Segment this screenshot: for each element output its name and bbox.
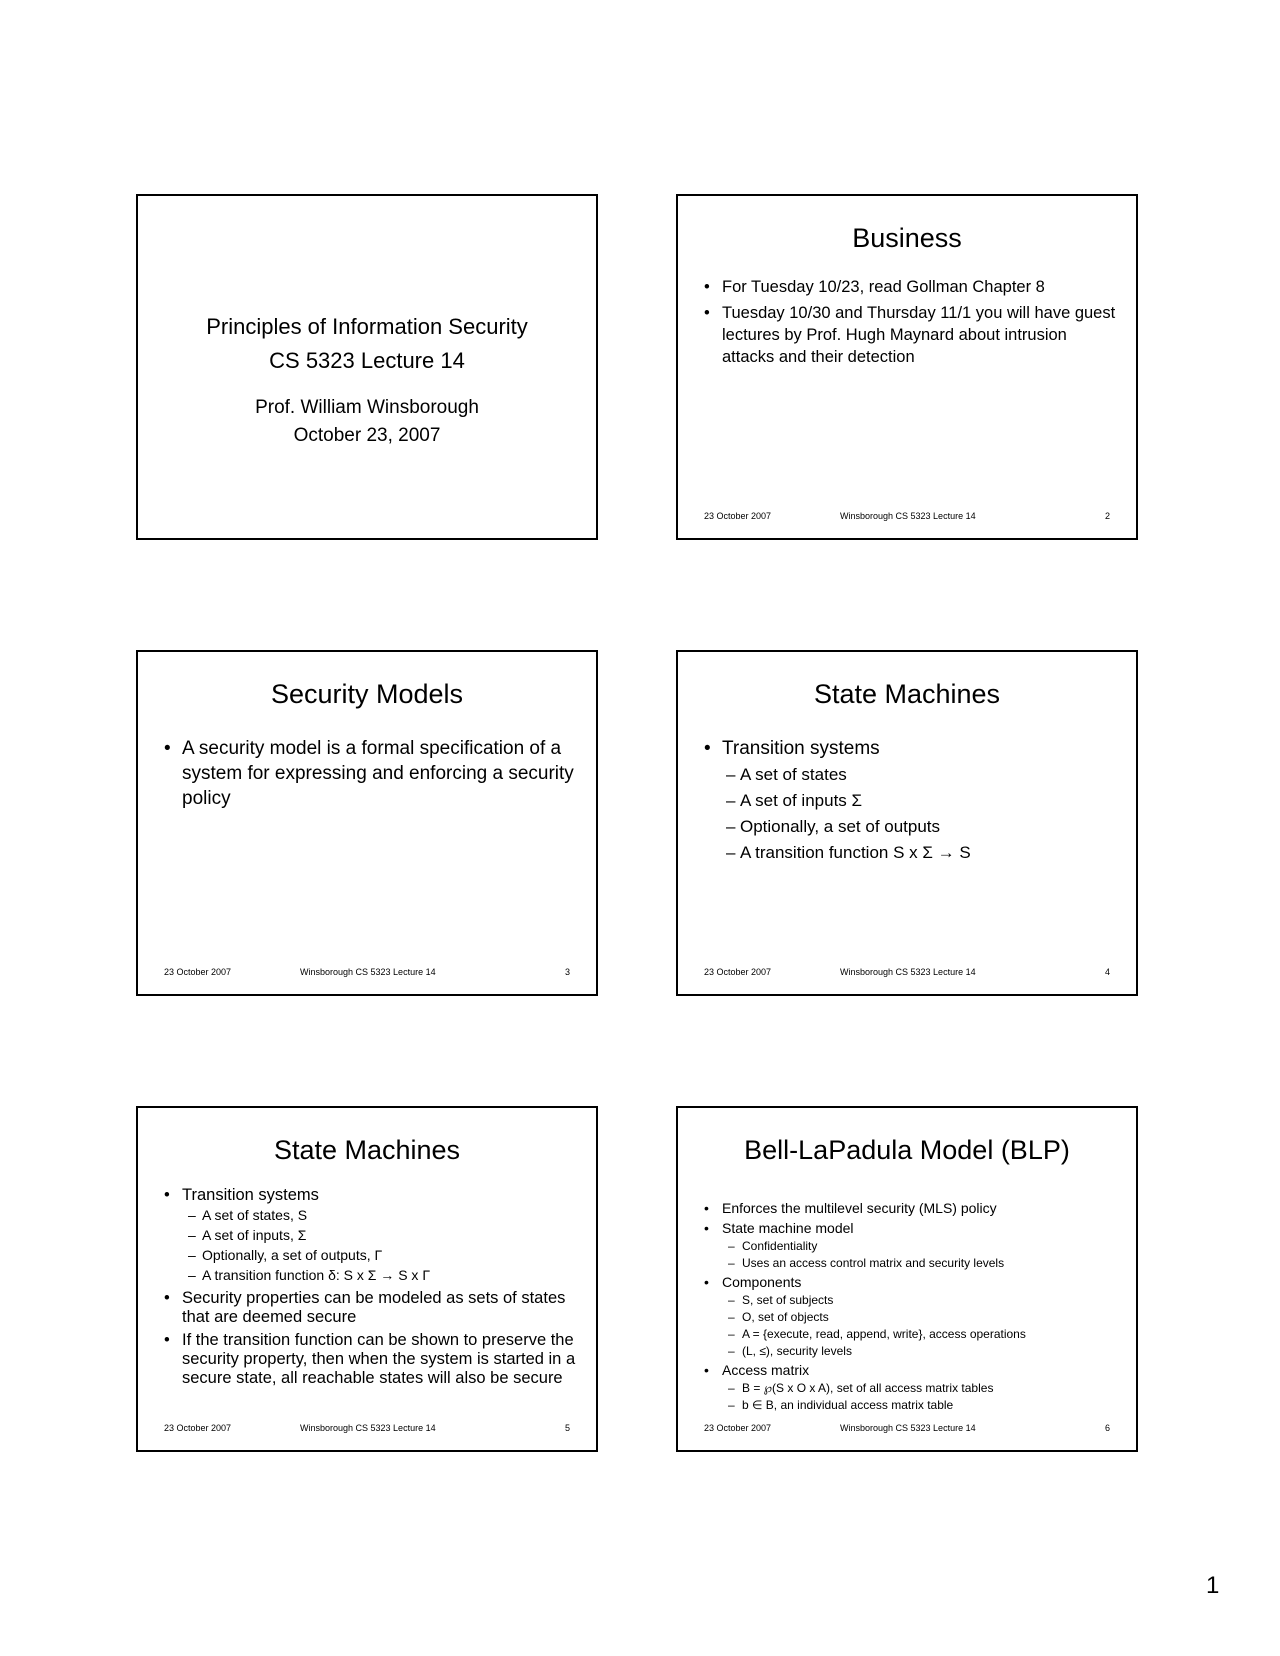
sub-bullet-item: – Optionally, a set of outputs (726, 814, 1116, 840)
slide-number: 6 (1104, 1423, 1110, 1433)
bullet-item: • A security model is a formal specification of a system for expressing and enforcing a security policy (164, 736, 576, 811)
slide-footer (164, 966, 570, 978)
footer-date: 23 October 2007 (704, 967, 772, 977)
lecture-number: CS 5323 Lecture 14 (269, 348, 465, 373)
sub-bullet-list (728, 1238, 1116, 1272)
slide-footer (164, 1422, 570, 1434)
bullet-list (704, 276, 1116, 372)
bullet-item (704, 736, 1116, 866)
footer-date: 23 October 2007 (164, 967, 232, 977)
bullet-item (164, 1186, 576, 1285)
bullet-item: • Enforces the multilevel security (MLS) policy (704, 1198, 1116, 1218)
bullet-item (704, 1360, 1116, 1414)
sub-bullet-item: – b ∈ B, an individual access matrix table (728, 1397, 1116, 1414)
slide-footer (704, 966, 1110, 978)
sub-bullet-item: – Confidentiality (728, 1238, 1116, 1255)
page-number: 1 (1206, 1572, 1220, 1599)
sub-bullet-item: – A = {execute, read, append, write}, access operations (728, 1326, 1116, 1343)
instructor-name: Prof. William Winsborough (255, 397, 479, 418)
bullet-item (704, 1218, 1116, 1272)
footer-course: Winsborough CS 5323 Lecture 14 (300, 967, 436, 977)
slide-4 (676, 650, 1138, 996)
slide-2 (676, 194, 1138, 540)
footer-course: Winsborough CS 5323 Lecture 14 (840, 511, 976, 521)
sub-bullet-item: – Optionally, a set of outputs, Γ (188, 1245, 576, 1265)
footer-course: Winsborough CS 5323 Lecture 14 (840, 967, 976, 977)
slide-title: State Machines (273, 1135, 461, 1165)
bullet-item: • For Tuesday 10/23, read Gollman Chapter 8 (704, 276, 1116, 298)
sub-bullet-item: – A set of states, S (188, 1205, 576, 1225)
slide-3 (136, 650, 598, 996)
sub-bullet-item: – A set of states (726, 762, 1116, 788)
sub-bullet-item: – S, set of subjects (728, 1292, 1116, 1309)
sub-bullet-item: – (L, ≤), security levels (728, 1343, 1116, 1360)
sub-bullet-list (728, 1292, 1116, 1360)
slide-title: State Machines (813, 679, 1001, 709)
course-title: Principles of Information Security (206, 314, 528, 339)
sub-bullet-item: – A set of inputs, Σ (188, 1225, 576, 1245)
bullet-list (704, 736, 1116, 866)
sub-bullet-list (726, 762, 1116, 866)
slide-footer (704, 510, 1110, 522)
footer-course: Winsborough CS 5323 Lecture 14 (840, 1423, 976, 1433)
lecture-date: October 23, 2007 (293, 425, 441, 446)
bullet-list (704, 1198, 1116, 1414)
slide-title: Security Models (270, 679, 464, 709)
slide-1 (136, 194, 598, 540)
bullet-text: Components (722, 1274, 802, 1290)
footer-course: Winsborough CS 5323 Lecture 14 (300, 1423, 436, 1433)
slide-number: 3 (564, 967, 570, 977)
sub-bullet-item: – A set of inputs Σ (726, 788, 1116, 814)
bullet-item: • If the transition function can be shown to preserve the security property, then when the system is started in a secure state, all reachable states will also be secure (164, 1331, 576, 1388)
bullet-item (704, 1272, 1116, 1360)
slide-title: Bell-LaPadula Model (BLP) (744, 1135, 1070, 1165)
slide-footer (704, 1422, 1110, 1434)
sub-bullet-item: – A transition function δ: S x Σ → S x Γ (188, 1265, 576, 1285)
bullet-list (164, 736, 576, 811)
footer-date: 23 October 2007 (164, 1423, 232, 1433)
bullet-text: State machine model (722, 1220, 854, 1236)
slide-number: 5 (564, 1423, 570, 1433)
sub-bullet-item: – B = ℘(S x O x A), set of all access matrix tables (728, 1380, 1116, 1397)
sub-bullet-list (728, 1380, 1116, 1414)
sub-bullet-list (188, 1205, 576, 1285)
bullet-list (164, 1186, 576, 1392)
footer-date: 23 October 2007 (704, 511, 772, 521)
slide-number: 2 (1104, 511, 1110, 521)
bullet-item: • Security properties can be modeled as sets of states that are deemed secure (164, 1289, 576, 1327)
slide-number: 4 (1104, 967, 1110, 977)
slide-title: Business (852, 223, 962, 253)
footer-date: 23 October 2007 (704, 1423, 772, 1433)
bullet-text: Access matrix (722, 1362, 810, 1378)
slide-5 (136, 1106, 598, 1452)
slide-6 (676, 1106, 1138, 1452)
bullet-text: Transition systems (722, 738, 880, 759)
bullet-item: • Tuesday 10/30 and Thursday 11/1 you will have guest lectures by Prof. Hugh Maynard about intrusion attacks and their detection (704, 302, 1116, 368)
sub-bullet-item: – Uses an access control matrix and security levels (728, 1255, 1116, 1272)
bullet-text: Transition systems (182, 1186, 319, 1204)
sub-bullet-item: – A transition function S x Σ → S (726, 840, 1116, 866)
sub-bullet-item: – O, set of objects (728, 1309, 1116, 1326)
